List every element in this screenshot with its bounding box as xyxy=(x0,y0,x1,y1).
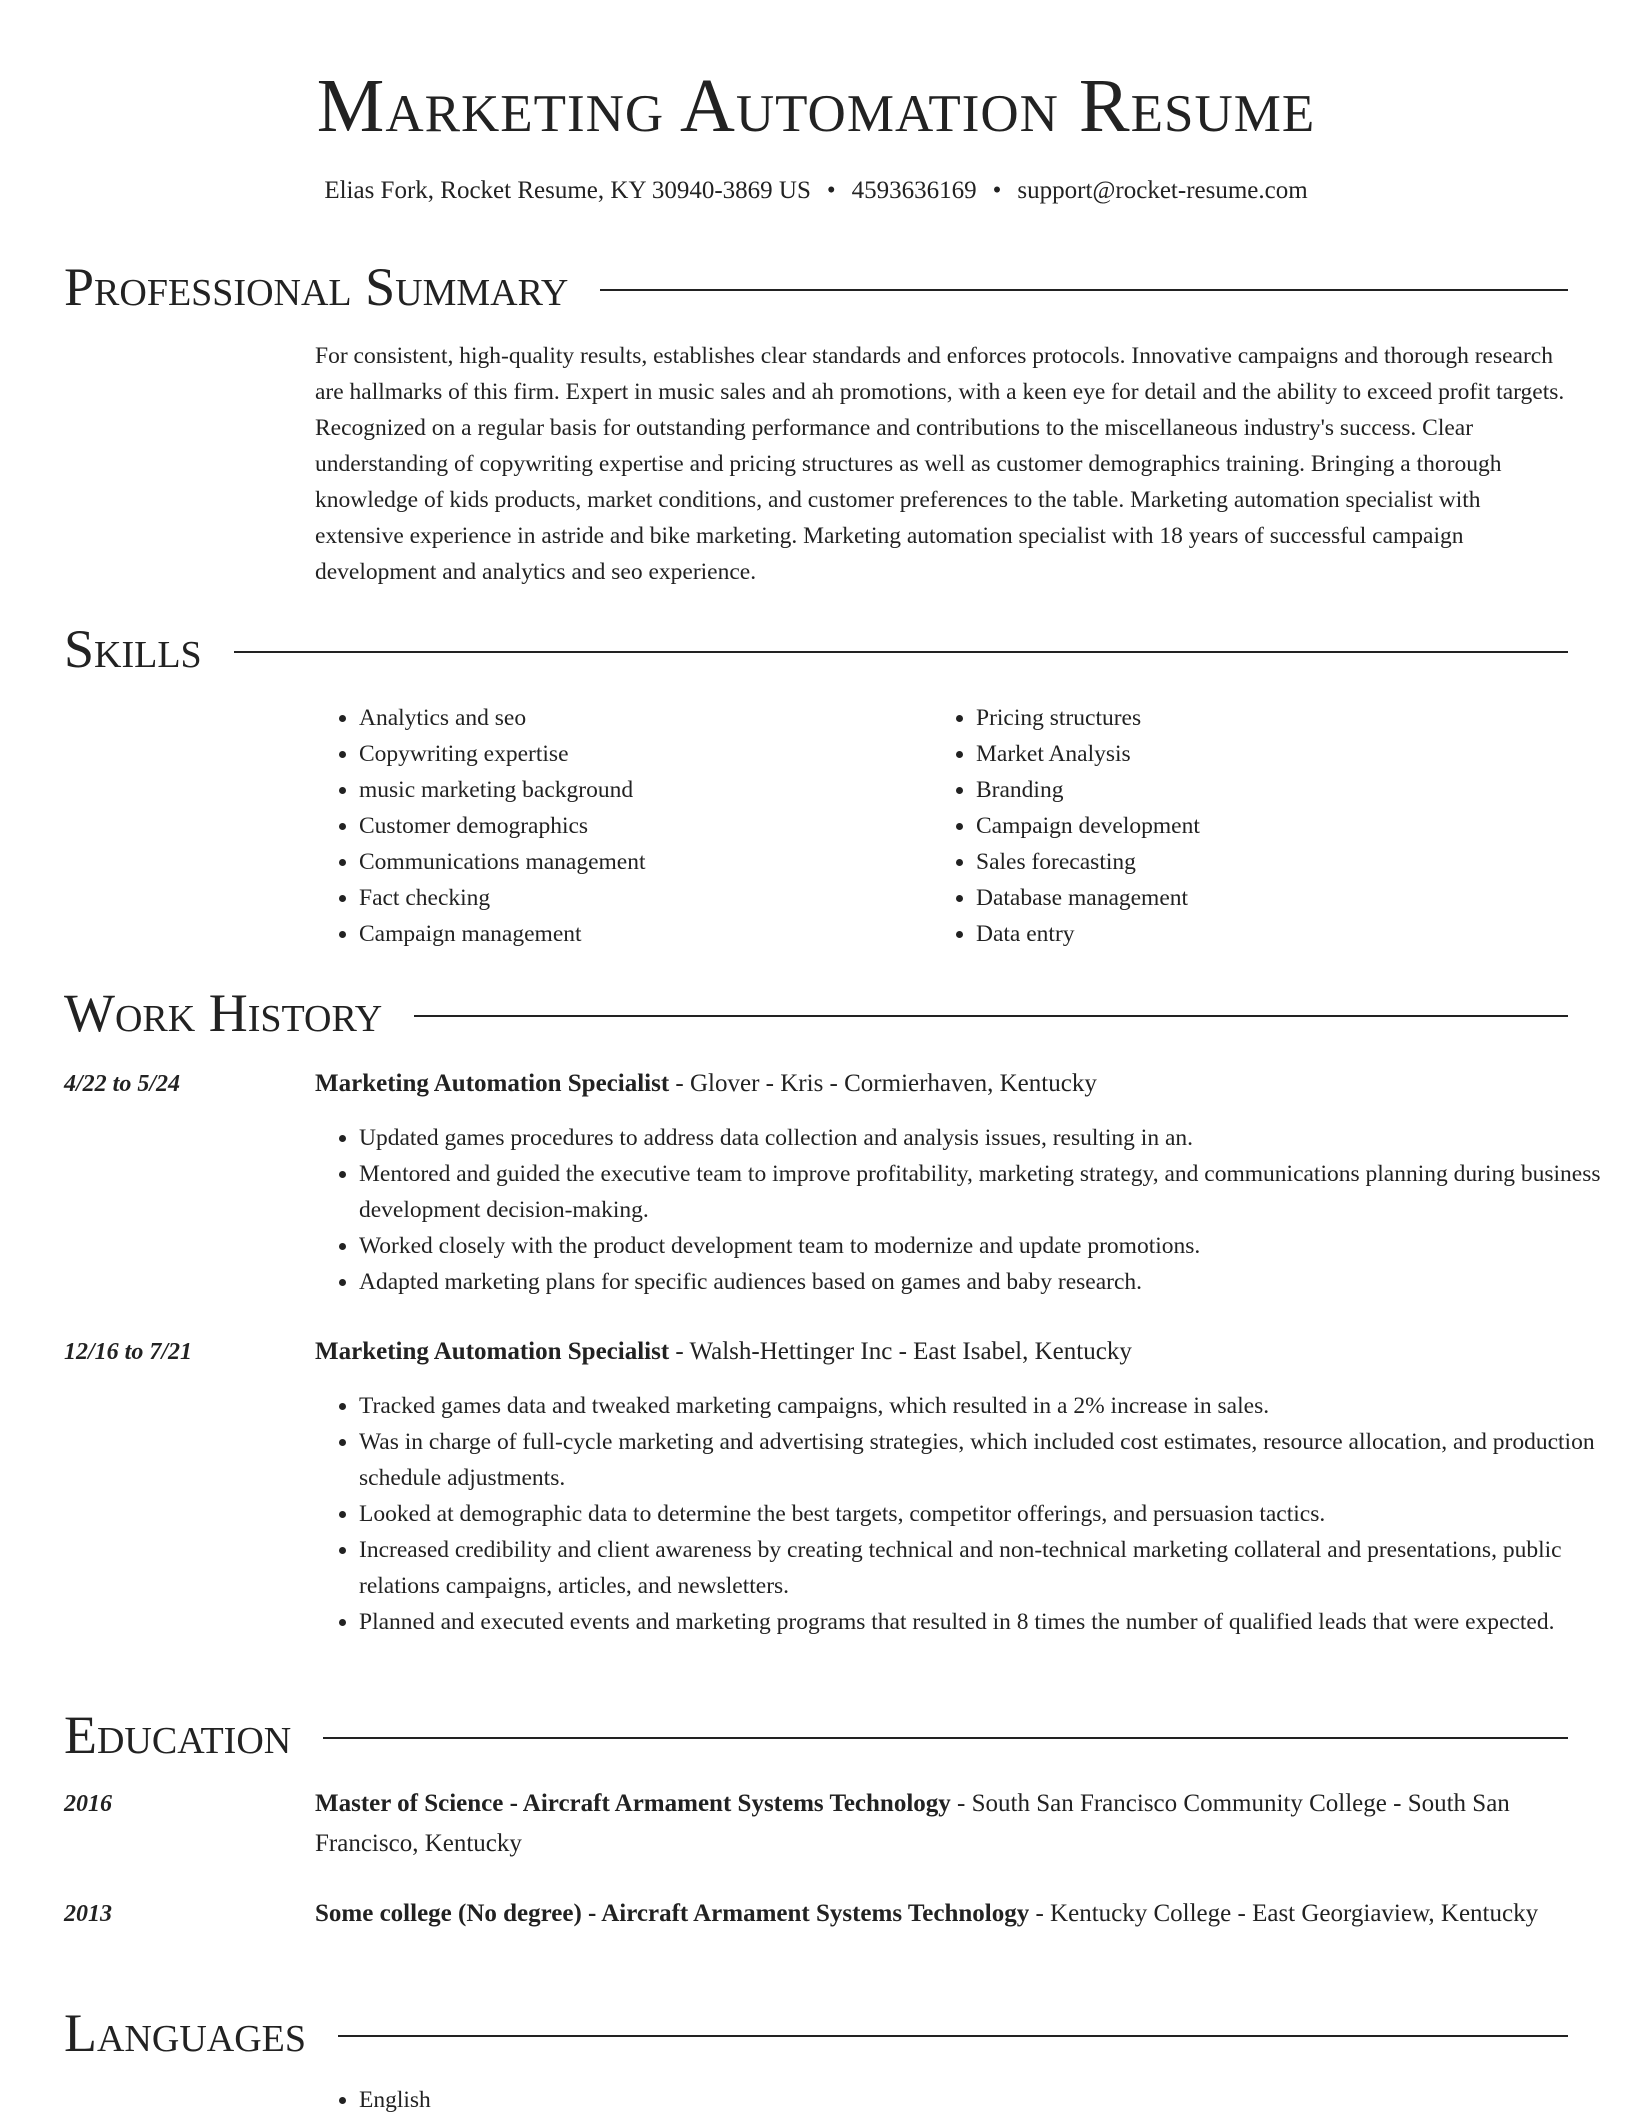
skill-item: • music marketing background xyxy=(359,772,646,808)
education-degree: Some college (No degree) - Aircraft Armament Systems Technology xyxy=(315,1900,1030,1927)
education-section-header xyxy=(64,1700,1568,1770)
job-bullet: • Planned and executed events and marketing programs that resulted in 8 times the number of qualified leads that were expected. xyxy=(359,1604,1614,1640)
job-bullet: • Worked closely with the product development team to modernize and update promotions. xyxy=(359,1228,1614,1264)
resume-title: Marketing Automation Resume xyxy=(316,64,1316,148)
language-item: • English xyxy=(359,2082,1614,2118)
job-bullet: • Increased credibility and client awareness by creating technical and non-technical marketing collateral and presentations, public relations campaigns, articles, and newsletters. xyxy=(359,1532,1614,1604)
skills-section-header xyxy=(64,614,1568,684)
contact-phone: 4593636169 xyxy=(851,177,977,204)
skill-item: • Customer demographics xyxy=(359,808,646,844)
education-entry xyxy=(315,1784,1570,1864)
skill-item: • Database management xyxy=(976,880,1200,916)
job-employer: - Glover - Kris - Cormierhaven, Kentucky xyxy=(669,1070,1097,1097)
job-bullet: • Tracked games data and tweaked marketing campaigns, which resulted in a 2% increase in sales. xyxy=(359,1388,1614,1424)
job-bullet: • Looked at demographic data to determine the best targets, competitor offerings, and persuasion tactics. xyxy=(359,1496,1614,1532)
contact-email[interactable]: support@rocket-resume.com xyxy=(1017,177,1308,204)
education-degree: Master of Science - Aircraft Armament Systems Technology xyxy=(315,1790,951,1817)
job-bullets xyxy=(315,1388,1614,1640)
skill-item: • Sales forecasting xyxy=(976,844,1200,880)
job-header xyxy=(315,1332,1570,1372)
job-bullet: • Adapted marketing plans for specific audiences based on games and baby research. xyxy=(359,1264,1614,1300)
skill-item: • Copywriting expertise xyxy=(359,736,646,772)
contact-line xyxy=(0,174,1632,208)
job-employer: - Walsh-Hettinger Inc - East Isabel, Kentucky xyxy=(669,1338,1132,1365)
section-divider xyxy=(338,2035,1568,2037)
skill-item: • Campaign development xyxy=(976,808,1200,844)
education-heading: Education xyxy=(64,1705,292,1765)
job-bullet: • Mentored and guided the executive team to improve profitability, marketing strategy, and communications planning during business development decision-making. xyxy=(359,1156,1614,1228)
contact-separator: • xyxy=(992,177,1002,204)
job-dates: 4/22 to 5/24 xyxy=(64,1071,181,1097)
skills-list-right xyxy=(932,700,1200,952)
skill-item: • Communications management xyxy=(359,844,646,880)
languages-section-header xyxy=(64,1998,1568,2068)
job-header xyxy=(315,1064,1570,1104)
section-divider xyxy=(234,651,1568,653)
skill-item: • Pricing structures xyxy=(976,700,1200,736)
summary-heading: Professional Summary xyxy=(64,257,569,317)
education-entry xyxy=(315,1894,1570,1934)
section-divider xyxy=(323,1737,1568,1739)
education-year: 2013 xyxy=(64,1901,112,1927)
contact-address: Elias Fork, Rocket Resume, KY 30940-3869 US xyxy=(324,177,811,204)
job-title: Marketing Automation Specialist xyxy=(315,1070,670,1097)
section-divider xyxy=(414,1015,1568,1017)
job-dates: 12/16 to 7/21 xyxy=(64,1339,193,1365)
skill-item: • Market Analysis xyxy=(976,736,1200,772)
work-heading: Work History xyxy=(64,983,383,1043)
languages-heading: Languages xyxy=(64,2003,306,2063)
work-section-header xyxy=(64,978,1568,1048)
summary-text: For consistent, high-quality results, establishes clear standards and enforces protocols. Innovative campaigns and thorough research are hallmarks of this firm. Expert in music sales and ah promotions, with a keen eye for detail and the ability to exceed profit targets. Recognized on a regular basis for outstanding performance and contributions to the miscellaneous industry's success. Clear understanding of copywriting expertise and pricing structures as well as customer demographics training. Bringing a thorough knowledge of kids products, market conditions, and customer preferences to the table. Marketing automation specialist with extensive experience in astride and bike marketing. Marketing automation specialist with 18 years of successful campaign development and analytics and seo experience. xyxy=(315,343,1565,585)
education-year: 2016 xyxy=(64,1791,112,1817)
education-school: - Kentucky College - East Georgiaview, Kentucky xyxy=(1029,1900,1539,1927)
job-bullet: • Was in charge of full-cycle marketing and advertising strategies, which included cost estimates, resource allocation, and production schedule adjustments. xyxy=(359,1424,1614,1496)
skill-item: • Branding xyxy=(976,772,1200,808)
skill-item: • Analytics and seo xyxy=(359,700,646,736)
skill-item: • Campaign management xyxy=(359,916,646,952)
skill-item: • Fact checking xyxy=(359,880,646,916)
section-divider xyxy=(600,289,1568,291)
skills-heading: Skills xyxy=(64,619,202,679)
skills-list-left xyxy=(315,700,646,952)
job-bullet: • Updated games procedures to address data collection and analysis issues, resulting in an. xyxy=(359,1120,1614,1156)
education-school: - South San Francisco Community College - South San Francisco, Kentucky xyxy=(315,1790,1510,1857)
languages-list xyxy=(315,2082,1614,2118)
skill-item: • Data entry xyxy=(976,916,1200,952)
contact-separator: • xyxy=(826,177,836,204)
summary-section-header xyxy=(64,252,1568,322)
job-bullets xyxy=(315,1120,1614,1300)
job-title: Marketing Automation Specialist xyxy=(315,1338,670,1365)
